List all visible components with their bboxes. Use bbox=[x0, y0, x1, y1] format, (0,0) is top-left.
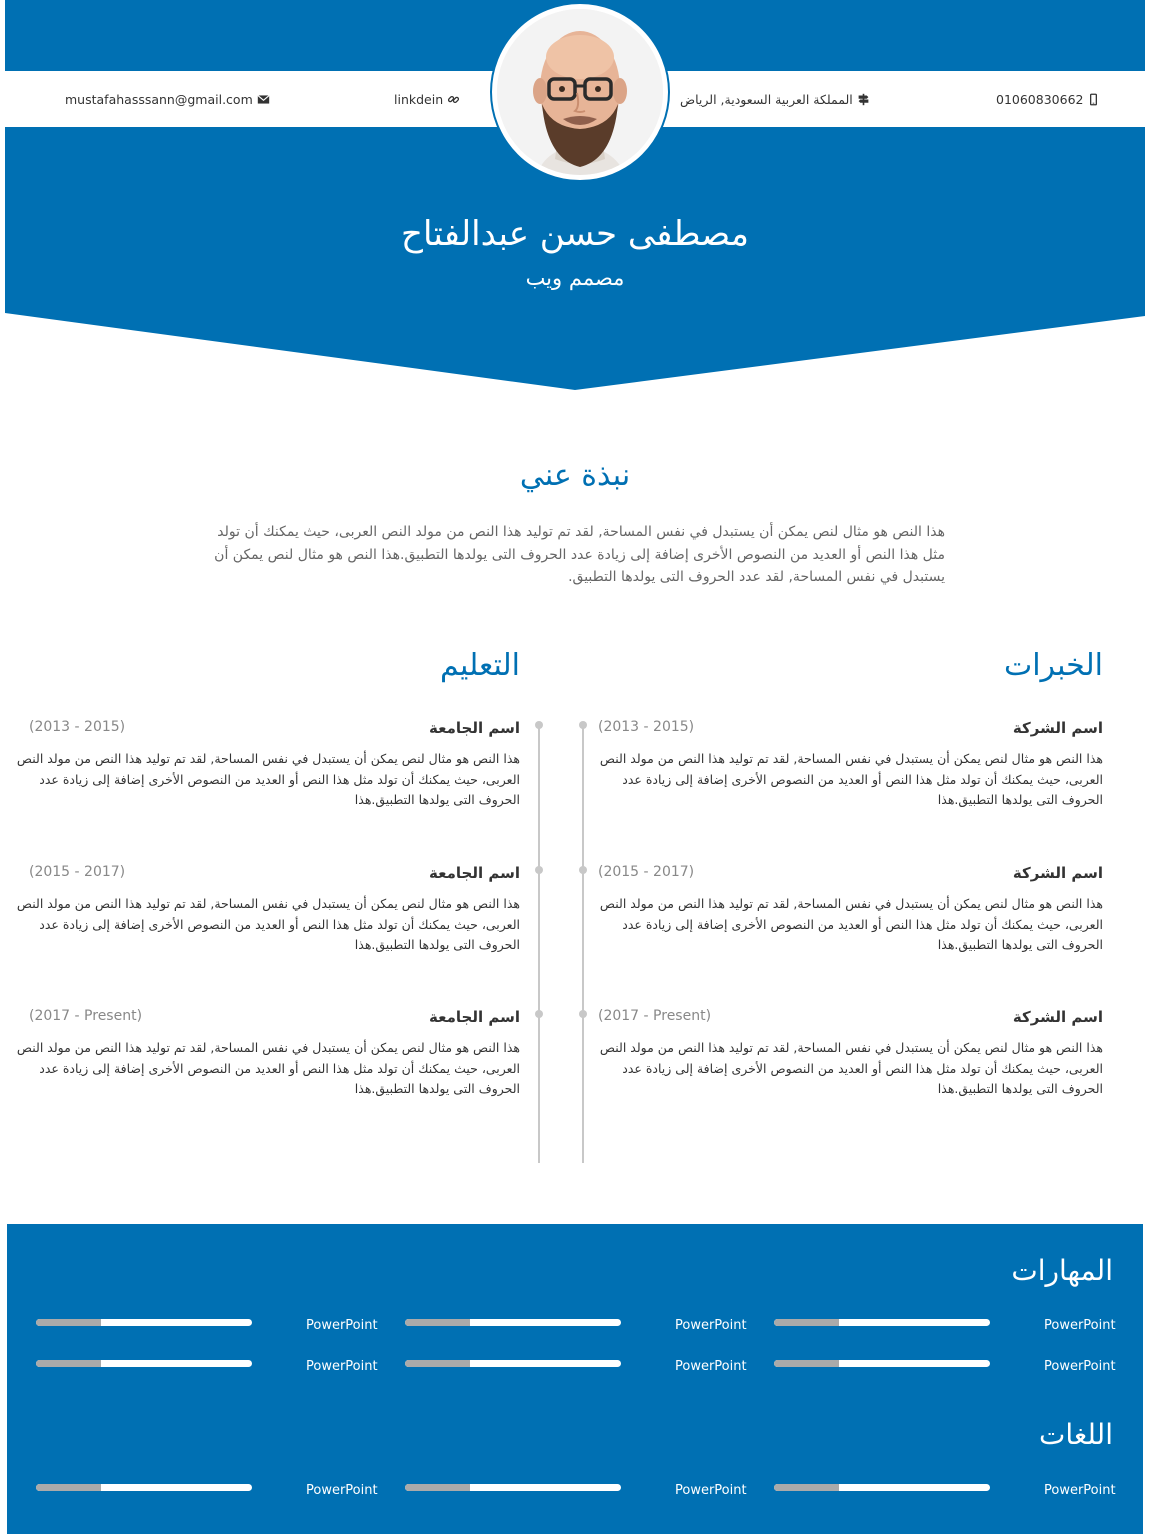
entry-date: (2015 - 2017) bbox=[598, 864, 695, 880]
education-entry bbox=[15, 864, 520, 964]
skill-label: PowerPoint bbox=[675, 1359, 747, 1374]
entry-description: هذا النص هو مثال لنص يمكن أن يستبدل في نفس المساحة, لقد تم توليد هذا النص من مولد النص العربى، حيث يمكنك أن تولد مثل هذا النص أو العديد من النصوص الأخرى إضافة إلى زيادة عدد الحروف التى يولدها التطبيق.هذا bbox=[16, 896, 520, 952]
university-name: اسم الجامعة bbox=[429, 864, 520, 882]
about-paragraph: هذا النص هو مثال لنص يمكن أن يستبدل في نفس المساحة, لقد تم توليد هذا النص من مولد النص العربى، حيث يمكنك أن تولد مثل هذا النص أو العديد من النصوص الأخرى إضافة إلى زيادة عدد الحروف التى يولدها التطبيق.هذا النص هو مثال لنص يمكن أن يستبدل في نفس المساحة, لقد عدد الحروف التى يولدها التطبيق. bbox=[214, 524, 945, 585]
profile-photo bbox=[497, 9, 663, 175]
skill-bar-fill bbox=[36, 1319, 101, 1326]
entry-description: هذا النص هو مثال لنص يمكن أن يستبدل في نفس المساحة, لقد تم توليد هذا النص من مولد النص العربى، حيث يمكنك أن تولد مثل هذا النص أو العديد من النصوص الأخرى إضافة إلى زيادة عدد الحروف التى يولدها التطبيق.هذا bbox=[599, 751, 1103, 807]
language-bar-fill bbox=[405, 1484, 470, 1491]
skill-label: PowerPoint bbox=[1044, 1318, 1116, 1333]
entry-date: (2013 - 2015) bbox=[598, 719, 695, 735]
skill-bar bbox=[36, 1319, 252, 1326]
experience-entry bbox=[598, 719, 1103, 819]
entry-description: هذا النص هو مثال لنص يمكن أن يستبدل في نفس المساحة, لقد تم توليد هذا النص من مولد النص العربى، حيث يمكنك أن تولد مثل هذا النص أو العديد من النصوص الأخرى إضافة إلى زيادة عدد الحروف التى يولدها التطبيق.هذا bbox=[16, 1040, 520, 1096]
about-heading: نبذة عني bbox=[519, 458, 631, 493]
education-timeline-dot bbox=[535, 1010, 543, 1018]
skill-bar-fill bbox=[774, 1319, 839, 1326]
education-timeline-dot bbox=[535, 721, 543, 729]
university-name: اسم الجامعة bbox=[429, 1008, 520, 1026]
education-entry bbox=[15, 719, 520, 819]
skills-heading: المهارات bbox=[1011, 1254, 1113, 1287]
language-bar bbox=[774, 1484, 990, 1491]
language-bar-fill bbox=[774, 1484, 839, 1491]
skill-bar bbox=[774, 1319, 990, 1326]
signpost-icon bbox=[857, 93, 870, 106]
person-name: مصطفى حسن عبدالفتاح bbox=[401, 214, 749, 254]
skill-bar bbox=[36, 1360, 252, 1367]
company-name: اسم الشركة bbox=[1012, 719, 1103, 737]
skill-bar-fill bbox=[774, 1360, 839, 1367]
experience-timeline-dot bbox=[579, 866, 587, 874]
education-heading: التعليم bbox=[440, 648, 520, 683]
experience-timeline-dot bbox=[579, 721, 587, 729]
company-name: اسم الشركة bbox=[1012, 864, 1103, 882]
skill-bar bbox=[405, 1319, 621, 1326]
contact-linkedin[interactable] bbox=[394, 92, 460, 107]
education-entry bbox=[15, 1008, 520, 1108]
language-bar bbox=[36, 1484, 252, 1491]
entry-date: (2015 - 2017) bbox=[29, 864, 126, 880]
resume-page bbox=[5, 0, 1145, 1534]
experience-entry bbox=[598, 1008, 1103, 1108]
experience-heading: الخبرات bbox=[1003, 648, 1103, 683]
skill-label: PowerPoint bbox=[1044, 1359, 1116, 1374]
university-name: اسم الجامعة bbox=[429, 719, 520, 737]
entry-date: (2013 - 2015) bbox=[29, 719, 126, 735]
skill-bar-fill bbox=[405, 1319, 470, 1326]
contact-phone[interactable] bbox=[996, 92, 1100, 107]
language-bar bbox=[405, 1484, 621, 1491]
education-timeline-line bbox=[538, 725, 540, 1163]
languages-heading: اللغات bbox=[1039, 1418, 1113, 1451]
job-title: مصمم ويب bbox=[525, 266, 625, 290]
linkedin-text: linkdein bbox=[394, 92, 444, 107]
experience-timeline-line bbox=[582, 725, 584, 1163]
entry-date: (2017 - Present) bbox=[598, 1008, 712, 1024]
link-icon bbox=[447, 93, 460, 106]
skill-bar-fill bbox=[36, 1360, 101, 1367]
skill-bar bbox=[405, 1360, 621, 1367]
contact-email[interactable] bbox=[65, 92, 270, 107]
entry-date: (2017 - Present) bbox=[29, 1008, 143, 1024]
company-name: اسم الشركة bbox=[1012, 1008, 1103, 1026]
skill-label: PowerPoint bbox=[306, 1318, 378, 1333]
phone-text: 01060830662 bbox=[996, 92, 1084, 107]
location-text: المملكة العربية السعودية, الرياض bbox=[680, 92, 853, 107]
skill-label: PowerPoint bbox=[675, 1318, 747, 1333]
entry-description: هذا النص هو مثال لنص يمكن أن يستبدل في نفس المساحة, لقد تم توليد هذا النص من مولد النص العربى، حيث يمكنك أن تولد مثل هذا النص أو العديد من النصوص الأخرى إضافة إلى زيادة عدد الحروف التى يولدها التطبيق.هذا bbox=[599, 896, 1103, 952]
entry-description: هذا النص هو مثال لنص يمكن أن يستبدل في نفس المساحة, لقد تم توليد هذا النص من مولد النص العربى، حيث يمكنك أن تولد مثل هذا النص أو العديد من النصوص الأخرى إضافة إلى زيادة عدد الحروف التى يولدها التطبيق.هذا bbox=[16, 751, 520, 807]
skill-bar bbox=[774, 1360, 990, 1367]
experience-entry bbox=[598, 864, 1103, 964]
mobile-phone-icon bbox=[1087, 93, 1100, 106]
contact-location bbox=[680, 92, 870, 107]
skill-bar-fill bbox=[405, 1360, 470, 1367]
skill-label: PowerPoint bbox=[306, 1359, 378, 1374]
language-label: PowerPoint bbox=[675, 1483, 747, 1498]
portrait-illustration bbox=[497, 9, 663, 175]
email-text: mustafahasssann@gmail.com bbox=[65, 92, 253, 107]
education-timeline-dot bbox=[535, 866, 543, 874]
language-bar-fill bbox=[36, 1484, 101, 1491]
experience-timeline-dot bbox=[579, 1010, 587, 1018]
language-label: PowerPoint bbox=[1044, 1483, 1116, 1498]
entry-description: هذا النص هو مثال لنص يمكن أن يستبدل في نفس المساحة, لقد تم توليد هذا النص من مولد النص العربى، حيث يمكنك أن تولد مثل هذا النص أو العديد من النصوص الأخرى إضافة إلى زيادة عدد الحروف التى يولدها التطبيق.هذا bbox=[599, 1040, 1103, 1096]
envelope-icon bbox=[257, 93, 270, 106]
language-label: PowerPoint bbox=[306, 1483, 378, 1498]
